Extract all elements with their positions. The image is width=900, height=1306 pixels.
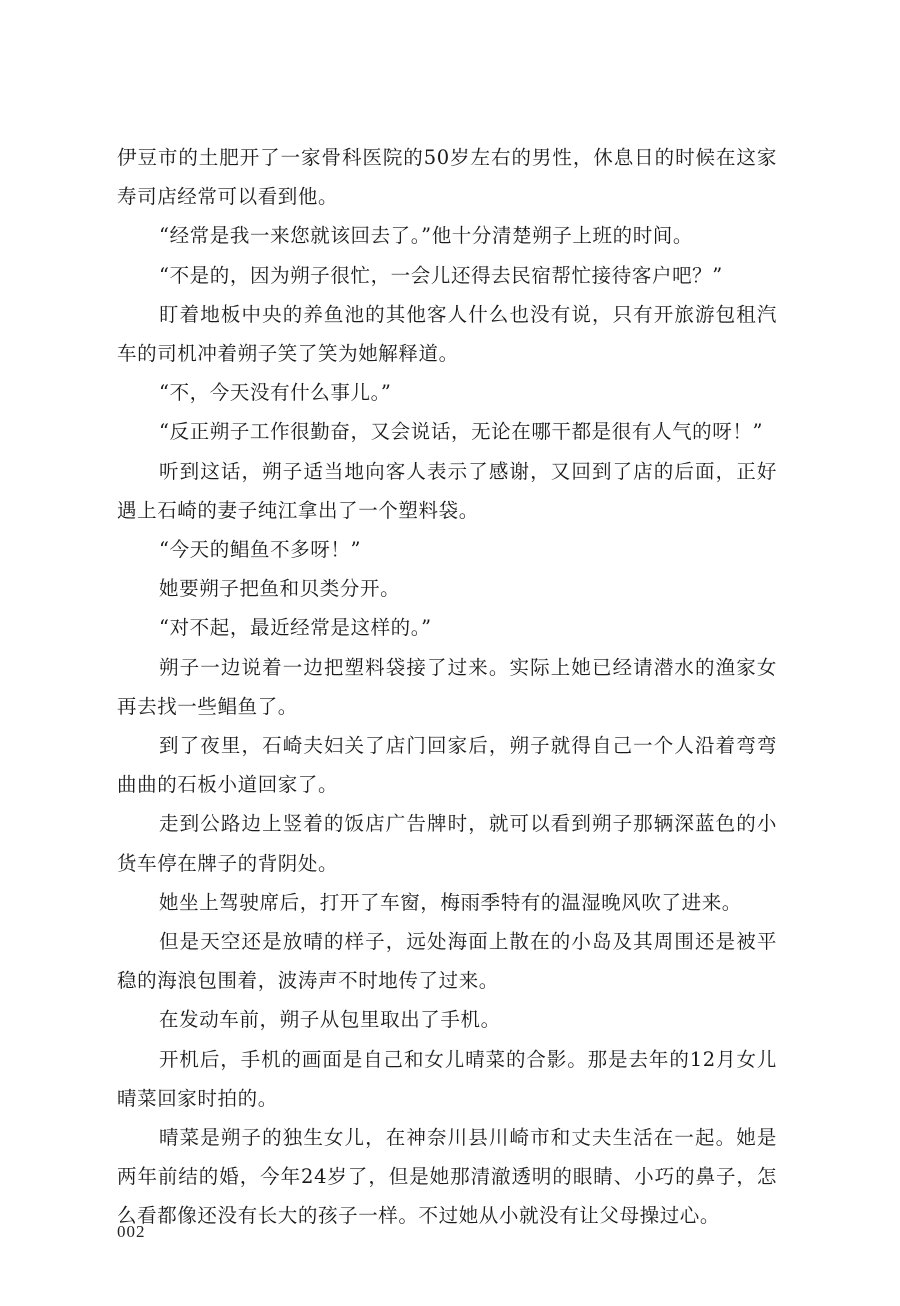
paragraph: “经常是我一来您就该回去了。”他十分清楚朔子上班的时间。 (159, 224, 693, 248)
paragraph: 晴菜是朔子的独生女儿，在神奈川县川崎市和丈夫生活在一起。她是两年前结的婚，今年24岁了，但是她那清澈透明的眼睛、小巧的鼻子，怎么看都像还没有长大的孩子一样。不过她从小就没有让父母操过心。 (117, 1126, 777, 1228)
paragraph: 听到这话，朔子适当地向客人表示了感谢，又回到了店的后面，正好遇上石崎的妻子纯江拿出了一个塑料袋。 (117, 459, 777, 522)
paragraph: 伊豆市的土肥开了一家骨科医院的50岁左右的男性，休息日的时候在这家寿司店经常可以看到他。 (117, 146, 777, 209)
paragraph: “今天的鲳鱼不多呀！” (159, 538, 362, 562)
paragraph: “不是的，因为朔子很忙，一会儿还得去民宿帮忙接待客户吧？” (159, 263, 723, 287)
body-text (117, 138, 777, 1236)
paragraph: 她坐上驾驶席后，打开了车窗，梅雨季特有的温湿晚风吹了进来。 (159, 890, 742, 914)
paragraph: 开机后，手机的画面是自己和女儿晴菜的合影。那是去年的12月女儿晴菜回家时拍的。 (117, 1047, 777, 1110)
paragraph: 但是天空还是放晴的样子，远处海面上散在的小岛及其周围还是被平稳的海浪包围着，波涛声不时地传了过来。 (117, 930, 777, 993)
page-number: 002 (117, 1222, 146, 1241)
paragraph: 走到公路边上竖着的饭店广告牌时，就可以看到朔子那辆深蓝色的小货车停在牌子的背阴处。 (117, 812, 777, 875)
paragraph: 在发动车前，朔子从包里取出了手机。 (159, 1008, 501, 1032)
paragraph: “对不起，最近经常是这样的。” (159, 616, 432, 640)
paragraph: “不，今天没有什么事儿。” (159, 381, 392, 405)
paragraph: 她要朔子把鱼和贝类分开。 (159, 577, 401, 601)
paragraph: 盯着地板中央的养鱼池的其他客人什么也没有说，只有开旅游包租汽车的司机冲着朔子笑了笑为她解释道。 (117, 302, 777, 366)
paragraph: 朔子一边说着一边把塑料袋接了过来。实际上她已经请潜水的渔家女再去找一些鲳鱼了。 (117, 655, 777, 718)
paragraph: “反正朔子工作很勤奋，又会说话，无论在哪干都是很有人气的呀！” (159, 420, 764, 444)
paragraph: 到了夜里，石崎夫妇关了店门回家后，朔子就得自己一个人沿着弯弯曲曲的石板小道回家了。 (117, 734, 777, 797)
